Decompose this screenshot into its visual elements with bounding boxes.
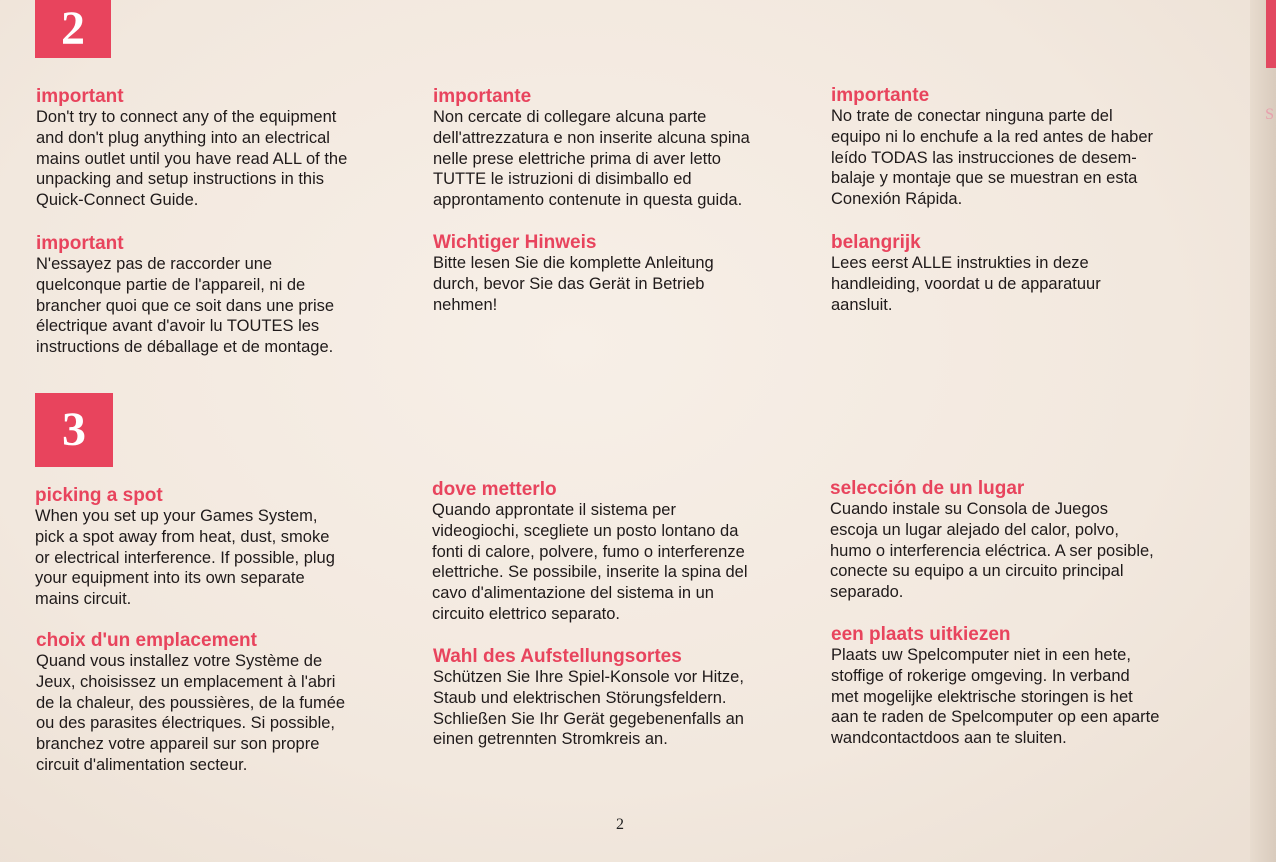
section-heading: important	[36, 86, 124, 107]
section-heading: choix d'un emplacement	[36, 630, 257, 651]
section-3-dutch	[831, 624, 1201, 749]
section-3-french	[36, 630, 406, 776]
section-body: Cuando instale su Consola de Juegos escoja un lugar alejado del calor, polvo, humo o interferencia eléctrica. A ser posible, conecte su equipo a un circuito principal separado.	[830, 500, 1154, 602]
section-2-spanish	[831, 85, 1201, 210]
section-heading: importante	[433, 86, 532, 107]
section-heading: importante	[831, 85, 930, 106]
section-body: N'essayez pas de raccorder une quelconque partie de l'appareil, ni de brancher quoi que ce soit dans une prise électrique avant d'avoir lu TOUTES les instructions de déballage et de montage.	[36, 255, 335, 357]
section-3-english	[35, 485, 405, 610]
section-body: Don't try to connect any of the equipment and don't plug anything into an electrical mains outlet until you have read ALL of the unpacking and setup instructions in this Quick-Connect Guide.	[36, 108, 348, 210]
section-2-italian	[433, 86, 803, 211]
section-body: Quand vous installez votre Système de Jeux, choisissez un emplacement à l'abri de la chaleur, des poussières, de la fumée ou des parasites électriques. Si possible, branchez votre appareil sur son propre circuit d'alimentation secteur.	[36, 652, 346, 774]
section-2-german	[433, 232, 803, 315]
section-2-french	[36, 233, 406, 358]
step-number-3: 3	[35, 393, 113, 467]
step-number-2: 2	[35, 0, 111, 58]
section-heading: important	[36, 233, 124, 254]
adjacent-page-letter: S	[1265, 106, 1274, 123]
section-heading: een plaats uitkiezen	[831, 624, 1011, 645]
section-body: When you set up your Games System, pick a spot away from heat, dust, smoke or electrical interference. If possible, plug your equipment into its own separate mains circuit.	[35, 507, 335, 609]
section-3-italian	[432, 479, 802, 625]
adjacent-page-edge	[1250, 0, 1276, 862]
section-heading: Wahl des Aufstellungsortes	[433, 646, 682, 667]
adjacent-page-tab	[1266, 0, 1276, 68]
section-heading: Wichtiger Hinweis	[433, 232, 597, 253]
section-body: Schützen Sie Ihre Spiel-Konsole vor Hitze, Staub und elektrischen Störungsfeldern. Schließen Sie Ihr Gerät gegebenenfalls an einen getrennten Stromkreis an.	[433, 668, 744, 749]
section-body: Non cercate di collegare alcuna parte dell'attrezzatura e non inserite alcuna spina nelle prese elettriche prima di aver letto TUTTE le istruzioni di disimballo ed approntamento contenute in questa guida.	[433, 108, 750, 210]
section-heading: selección de un lugar	[830, 478, 1025, 499]
section-3-german	[433, 646, 803, 750]
section-body: Quando approntate il sistema per videogiochi, scegliete un posto lontano da fonti di calore, polvere, fumo o interferenze elettriche. Se possibile, inserite la spina del cavo d'alimentazione del sistema in un circuito elettrico separato.	[432, 501, 748, 623]
section-2-english	[36, 86, 406, 211]
section-2-dutch	[831, 232, 1201, 315]
section-3-spanish	[830, 478, 1200, 603]
section-heading: picking a spot	[35, 485, 163, 506]
section-heading: belangrijk	[831, 232, 921, 253]
section-body: No trate de conectar ninguna parte del equipo ni lo enchufe a la red antes de haber leído TODAS las instrucciones de desem- balaje y montaje que se muestran en esta Conexión Rápida.	[831, 107, 1153, 209]
section-body: Lees eerst ALLE instrukties in deze handleiding, voordat u de apparatuur aansluit.	[831, 254, 1101, 314]
section-heading: dove metterlo	[432, 479, 557, 500]
section-body: Bitte lesen Sie die komplette Anleitung durch, bevor Sie das Gerät in Betrieb nehmen!	[433, 254, 714, 314]
page-number: 2	[616, 816, 624, 833]
section-body: Plaats uw Spelcomputer niet in een hete, stoffige of rokerige omgeving. In verband met mogelijke elektrische storingen is het aan te raden de Spelcomputer op een aparte wandcontactdoos aan te sluiten.	[831, 646, 1160, 748]
